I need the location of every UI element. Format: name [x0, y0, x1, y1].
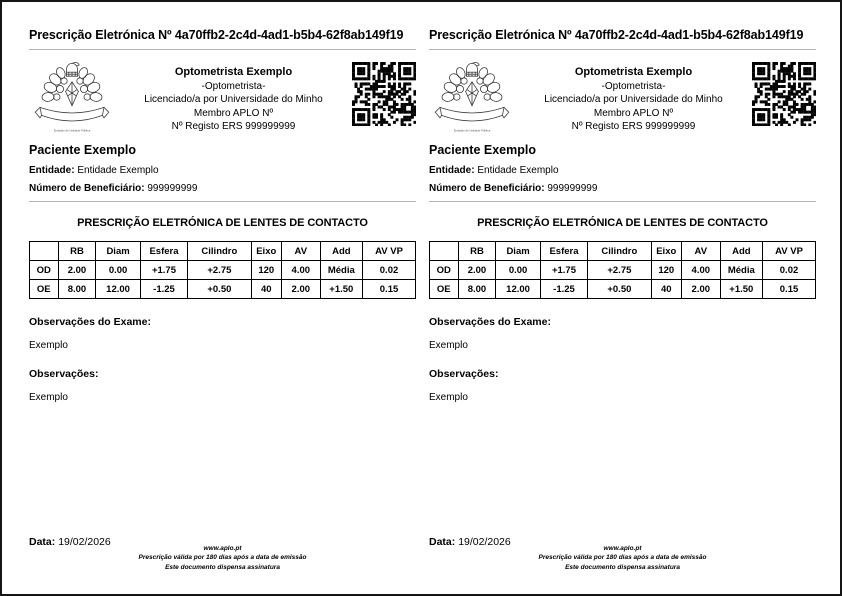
- date-value: 19/02/2026: [58, 535, 111, 548]
- patient-block: [429, 143, 816, 201]
- cell-od-esfera: +1.75: [540, 261, 587, 280]
- general-observations-text: Exemplo: [429, 392, 468, 403]
- table-row-od: [430, 261, 816, 280]
- patient-entity-line: [429, 165, 816, 176]
- cell-oe-cilindro: +0.50: [588, 280, 651, 299]
- cell-od-rb: 2.00: [58, 261, 96, 280]
- header-block: [429, 60, 816, 134]
- patient-divider: [29, 201, 416, 202]
- practitioner-membership: Membro APLO Nº: [593, 107, 674, 119]
- prescription-table: [29, 241, 416, 299]
- website-text: www.aplo.pt: [203, 544, 242, 552]
- col-cilindro: Cilindro: [188, 242, 251, 261]
- col-eixo: Eixo: [251, 242, 281, 261]
- beneficiary-label: Número de Beneficiário:: [29, 183, 145, 194]
- cell-oe-avvp: 0.15: [763, 280, 816, 299]
- cell-oe-esfera: -1.25: [140, 280, 187, 299]
- prescription-table: [429, 241, 816, 299]
- practitioner-block: [515, 60, 752, 133]
- title-divider: [429, 49, 816, 50]
- table-row-oe: [430, 280, 816, 299]
- beneficiary-value: 999999999: [547, 183, 598, 194]
- cell-od-cilindro: +2.75: [588, 261, 651, 280]
- table-header-row: [30, 242, 416, 261]
- logo-caption: Entidade de Utilidade Pública: [453, 128, 491, 133]
- practitioner-role: -Optometrista-: [601, 80, 666, 92]
- page-title: Prescrição Eletrónica Nº 4a70ffb2-2c4d-4ad1-b5b4-62f8ab149f19: [29, 28, 404, 42]
- date-value: 19/02/2026: [458, 535, 511, 548]
- practitioner-name: Optometrista Exemplo: [574, 66, 693, 78]
- cell-oe-eixo: 40: [651, 280, 681, 299]
- exam-observations-label: Observações do Exame:: [429, 316, 551, 328]
- cell-od-av: 4.00: [282, 261, 321, 280]
- cell-oe-diam: 12.00: [96, 280, 140, 299]
- exam-observations-text: Exemplo: [429, 340, 468, 351]
- patient-name: Paciente Exemplo: [29, 143, 136, 157]
- col-add: Add: [720, 242, 762, 261]
- patient-beneficiary-line: [29, 183, 416, 194]
- patient-block: [29, 143, 416, 201]
- date-label: Data:: [429, 535, 456, 548]
- table-header-row: [430, 242, 816, 261]
- patient-beneficiary-line: [429, 183, 816, 194]
- logo-caption: Entidade de Utilidade Pública: [53, 128, 91, 133]
- col-rb: RB: [58, 242, 96, 261]
- col-eixo: Eixo: [651, 242, 681, 261]
- col-cilindro: Cilindro: [588, 242, 651, 261]
- entity-label: Entidade:: [429, 165, 475, 176]
- practitioner-name: Optometrista Exemplo: [174, 66, 293, 78]
- table-row-od: [30, 261, 416, 280]
- col-avvp: AV VP: [363, 242, 416, 261]
- col-esfera: Esfera: [140, 242, 187, 261]
- cell-od-eixo: 120: [251, 261, 281, 280]
- cell-od-avvp: 0.02: [763, 261, 816, 280]
- page-title: Prescrição Eletrónica Nº 4a70ffb2-2c4d-4ad1-b5b4-62f8ab149f19: [429, 28, 804, 42]
- cell-od-diam: 0.00: [496, 261, 540, 280]
- practitioner-registration: Nº Registo ERS 999999999: [571, 120, 696, 132]
- practitioner-membership: Membro APLO Nº: [193, 107, 274, 119]
- beneficiary-label: Número de Beneficiário:: [429, 183, 545, 194]
- practitioner-block: [115, 60, 352, 133]
- cell-oe-av: 2.00: [282, 280, 321, 299]
- cell-oe-av: 2.00: [682, 280, 721, 299]
- col-av: AV: [682, 242, 721, 261]
- cell-od-eye: OD: [30, 261, 59, 280]
- prescription-copy: [29, 28, 416, 572]
- practitioner-role: -Optometrista-: [201, 80, 266, 92]
- cell-oe-diam: 12.00: [496, 280, 540, 299]
- title-divider: [29, 49, 416, 50]
- logo-block: [29, 60, 115, 134]
- date-line: [29, 536, 111, 548]
- cell-oe-eixo: 40: [251, 280, 281, 299]
- cell-od-add: Média: [720, 261, 762, 280]
- patient-name: Paciente Exemplo: [429, 143, 536, 157]
- qr-code: [752, 62, 816, 126]
- col-esfera: Esfera: [540, 242, 587, 261]
- cell-od-cilindro: +2.75: [188, 261, 251, 280]
- col-add: Add: [320, 242, 362, 261]
- validity-text: Prescrição válida por 180 dias após a data de emissão: [538, 554, 707, 562]
- aplo-crest-logo: [32, 60, 112, 134]
- cell-od-add: Média: [320, 261, 362, 280]
- cell-od-av: 4.00: [682, 261, 721, 280]
- cell-od-esfera: +1.75: [140, 261, 187, 280]
- qr-code: [352, 62, 416, 126]
- vertical-spacer: [429, 420, 816, 536]
- aplo-crest-logo: [432, 60, 512, 134]
- general-observations-text: Exemplo: [29, 392, 68, 403]
- prescription-table-title: PRESCRIÇÃO ELETRÓNICA DE LENTES DE CONTACTO: [77, 217, 368, 229]
- prescription-table-title: PRESCRIÇÃO ELETRÓNICA DE LENTES DE CONTACTO: [477, 217, 768, 229]
- col-av: AV: [282, 242, 321, 261]
- entity-label: Entidade:: [29, 165, 75, 176]
- cell-od-avvp: 0.02: [363, 261, 416, 280]
- col-diam: Diam: [96, 242, 140, 261]
- prescription-copy: [429, 28, 816, 572]
- practitioner-license: Licenciado/a por Universidade do Minho: [144, 94, 323, 106]
- practitioner-license: Licenciado/a por Universidade do Minho: [544, 94, 723, 106]
- observations-block: [29, 316, 416, 420]
- cell-oe-eye: OE: [430, 280, 459, 299]
- patient-divider: [429, 201, 816, 202]
- vertical-spacer: [29, 420, 416, 536]
- cell-oe-eye: OE: [30, 280, 59, 299]
- col-diam: Diam: [496, 242, 540, 261]
- cell-od-rb: 2.00: [458, 261, 496, 280]
- cell-oe-rb: 8.00: [58, 280, 96, 299]
- general-observations-label: Observações:: [429, 368, 499, 380]
- validity-text: Prescrição válida por 180 dias após a data de emissão: [138, 554, 307, 562]
- col-rb: RB: [458, 242, 496, 261]
- website-text: www.aplo.pt: [603, 544, 642, 552]
- exam-observations-label: Observações do Exame:: [29, 316, 151, 328]
- signature-note-text: Este documento dispensa assinatura: [565, 563, 680, 571]
- cell-oe-add: +1.50: [720, 280, 762, 299]
- cell-od-eixo: 120: [651, 261, 681, 280]
- cell-oe-esfera: -1.25: [540, 280, 587, 299]
- cell-od-eye: OD: [430, 261, 459, 280]
- observations-block: [429, 316, 816, 420]
- exam-observations-text: Exemplo: [29, 340, 68, 351]
- logo-block: [429, 60, 515, 134]
- entity-value: Entidade Exemplo: [477, 165, 559, 176]
- footer-block: [29, 536, 416, 572]
- table-row-oe: [30, 280, 416, 299]
- col-avvp: AV VP: [763, 242, 816, 261]
- cell-oe-add: +1.50: [320, 280, 362, 299]
- practitioner-registration: Nº Registo ERS 999999999: [171, 120, 296, 132]
- cell-oe-avvp: 0.15: [363, 280, 416, 299]
- footer-block: [429, 536, 816, 572]
- cell-oe-cilindro: +0.50: [188, 280, 251, 299]
- signature-note-text: Este documento dispensa assinatura: [165, 563, 280, 571]
- date-label: Data:: [29, 535, 56, 548]
- beneficiary-value: 999999999: [147, 183, 198, 194]
- col-eye: [430, 242, 459, 261]
- entity-value: Entidade Exemplo: [77, 165, 159, 176]
- date-line: [429, 536, 511, 548]
- patient-entity-line: [29, 165, 416, 176]
- cell-od-diam: 0.00: [96, 261, 140, 280]
- header-block: [29, 60, 416, 134]
- general-observations-label: Observações:: [29, 368, 99, 380]
- cell-oe-rb: 8.00: [458, 280, 496, 299]
- col-eye: [30, 242, 59, 261]
